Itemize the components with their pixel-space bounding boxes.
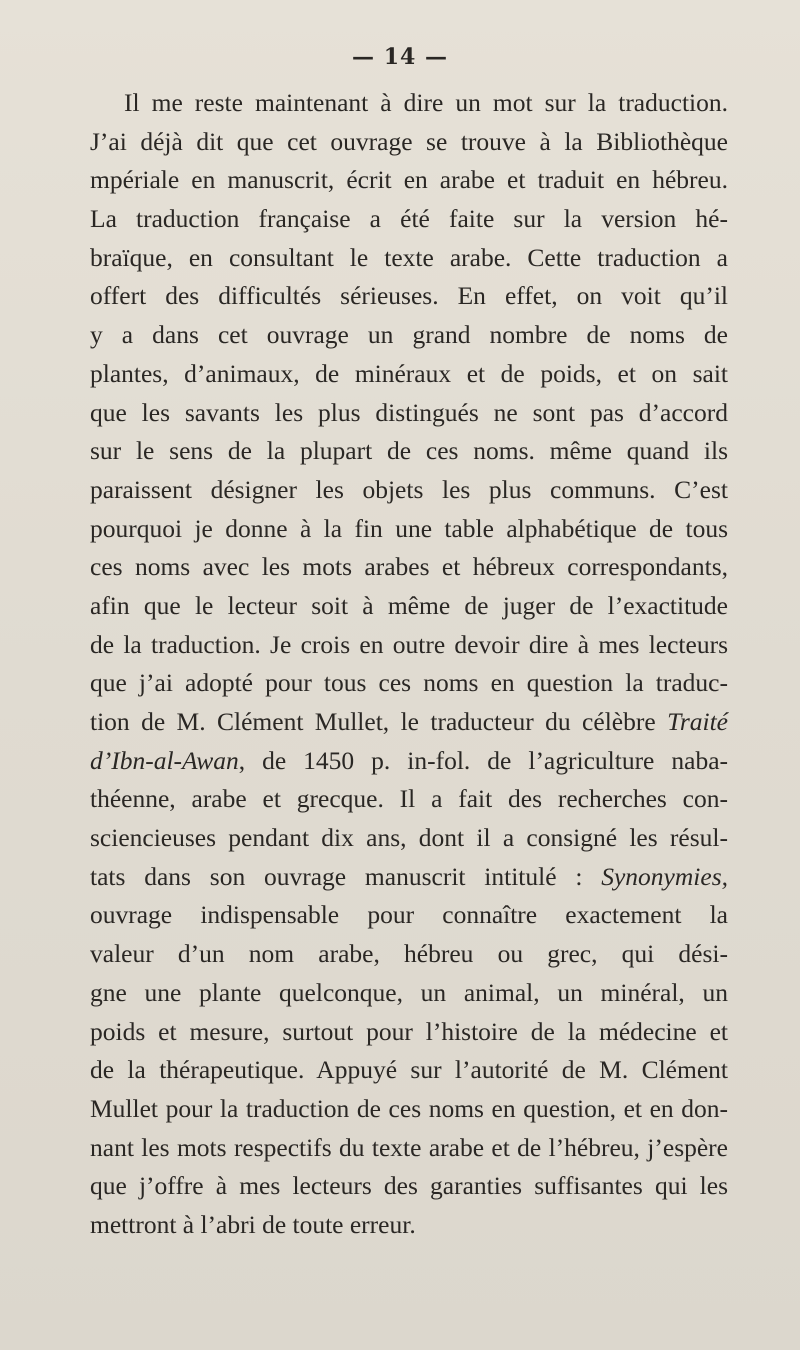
text-line: ouvrage indispensable pour connaître exactement la: [90, 900, 728, 930]
text-line: offert des difficultés sérieuses. En effet, on voit qu’il: [90, 281, 728, 311]
text-line: que j’offre à mes lecteurs des garanties suffisantes qui les: [90, 1171, 728, 1201]
text-line: pourquoi je donne à la fin une table alphabétique de tous: [90, 513, 728, 543]
text-line: afin que le lecteur soit à même de juger de l’exactitude: [90, 590, 728, 620]
italic-title: d’Ibn-al-Awan: [90, 745, 239, 775]
text-run: tats dans son ouvrage manuscrit intitulé :: [90, 861, 602, 891]
text-line: braïque, en consultant le texte arabe. Cette traduction a: [90, 242, 728, 272]
text-line: Il me reste maintenant à dire un mot sur la traduction.: [124, 88, 728, 117]
text-line: mpériale en manuscrit, écrit en arabe et traduit en hébreu.: [90, 165, 728, 195]
text-run: tion de M. Clément Mullet, le traducteur du célèbre: [90, 707, 668, 736]
text-line: valeur d’un nom arabe, hébreu ou grec, qui dési-: [90, 939, 728, 969]
text-line: que les savants les plus distingués ne sont pas d’accord: [90, 397, 728, 427]
text-line: ces noms avec les mots arabes et hébreux correspondants,: [90, 552, 728, 582]
text-line: de la traduction. Je crois en outre devoir dire à mes lecteurs: [90, 629, 728, 659]
text-line: [90, 858, 728, 897]
italic-title: Synonymies,: [601, 861, 728, 891]
text-line: sciencieuses pendant dix ans, dont il a consigné les résul-: [90, 823, 728, 853]
text-line: poids et mesure, surtout pour l’histoire de la médecine et: [90, 1016, 728, 1046]
text-line: paraissent désigner les objets les plus communs. C’est: [90, 474, 728, 504]
text-line: [90, 742, 728, 781]
text-line: gne une plante quelconque, un animal, un minéral, un: [90, 977, 728, 1007]
text-line: nant les mots respectifs du texte arabe et de l’hébreu, j’espère: [90, 1132, 728, 1162]
text-line: que j’ai adopté pour tous ces noms en question la traduc-: [90, 668, 728, 698]
text-line: mettront à l’abri de toute erreur.: [90, 1209, 416, 1239]
text-line: y a dans cet ouvrage un grand nombre de noms de: [90, 320, 728, 350]
italic-title: Traité: [667, 707, 728, 736]
text-line: théenne, arabe et grecque. Il a fait des recherches con-: [90, 784, 728, 814]
body-paragraph: [90, 84, 728, 1245]
text-line: Mullet pour la traduction de ces noms en question, et en don-: [90, 1093, 728, 1123]
text-run: , de 1450 p. in-fol. de l’agriculture naba-: [238, 745, 728, 775]
text-line: J’ai déjà dit que cet ouvrage se trouve à la Bibliothèque: [90, 126, 728, 156]
text-line: [90, 703, 728, 742]
text-line: de la thérapeutique. Appuyé sur l’autorité de M. Clément: [90, 1055, 728, 1085]
text-line: plantes, d’animaux, de minéraux et de poids, et on sait: [90, 358, 728, 388]
text-line: La traduction française a été faite sur la version hé-: [90, 204, 728, 234]
page-number: — 14 —: [352, 44, 448, 70]
text-line: sur le sens de la plupart de ces noms. même quand ils: [90, 436, 728, 466]
